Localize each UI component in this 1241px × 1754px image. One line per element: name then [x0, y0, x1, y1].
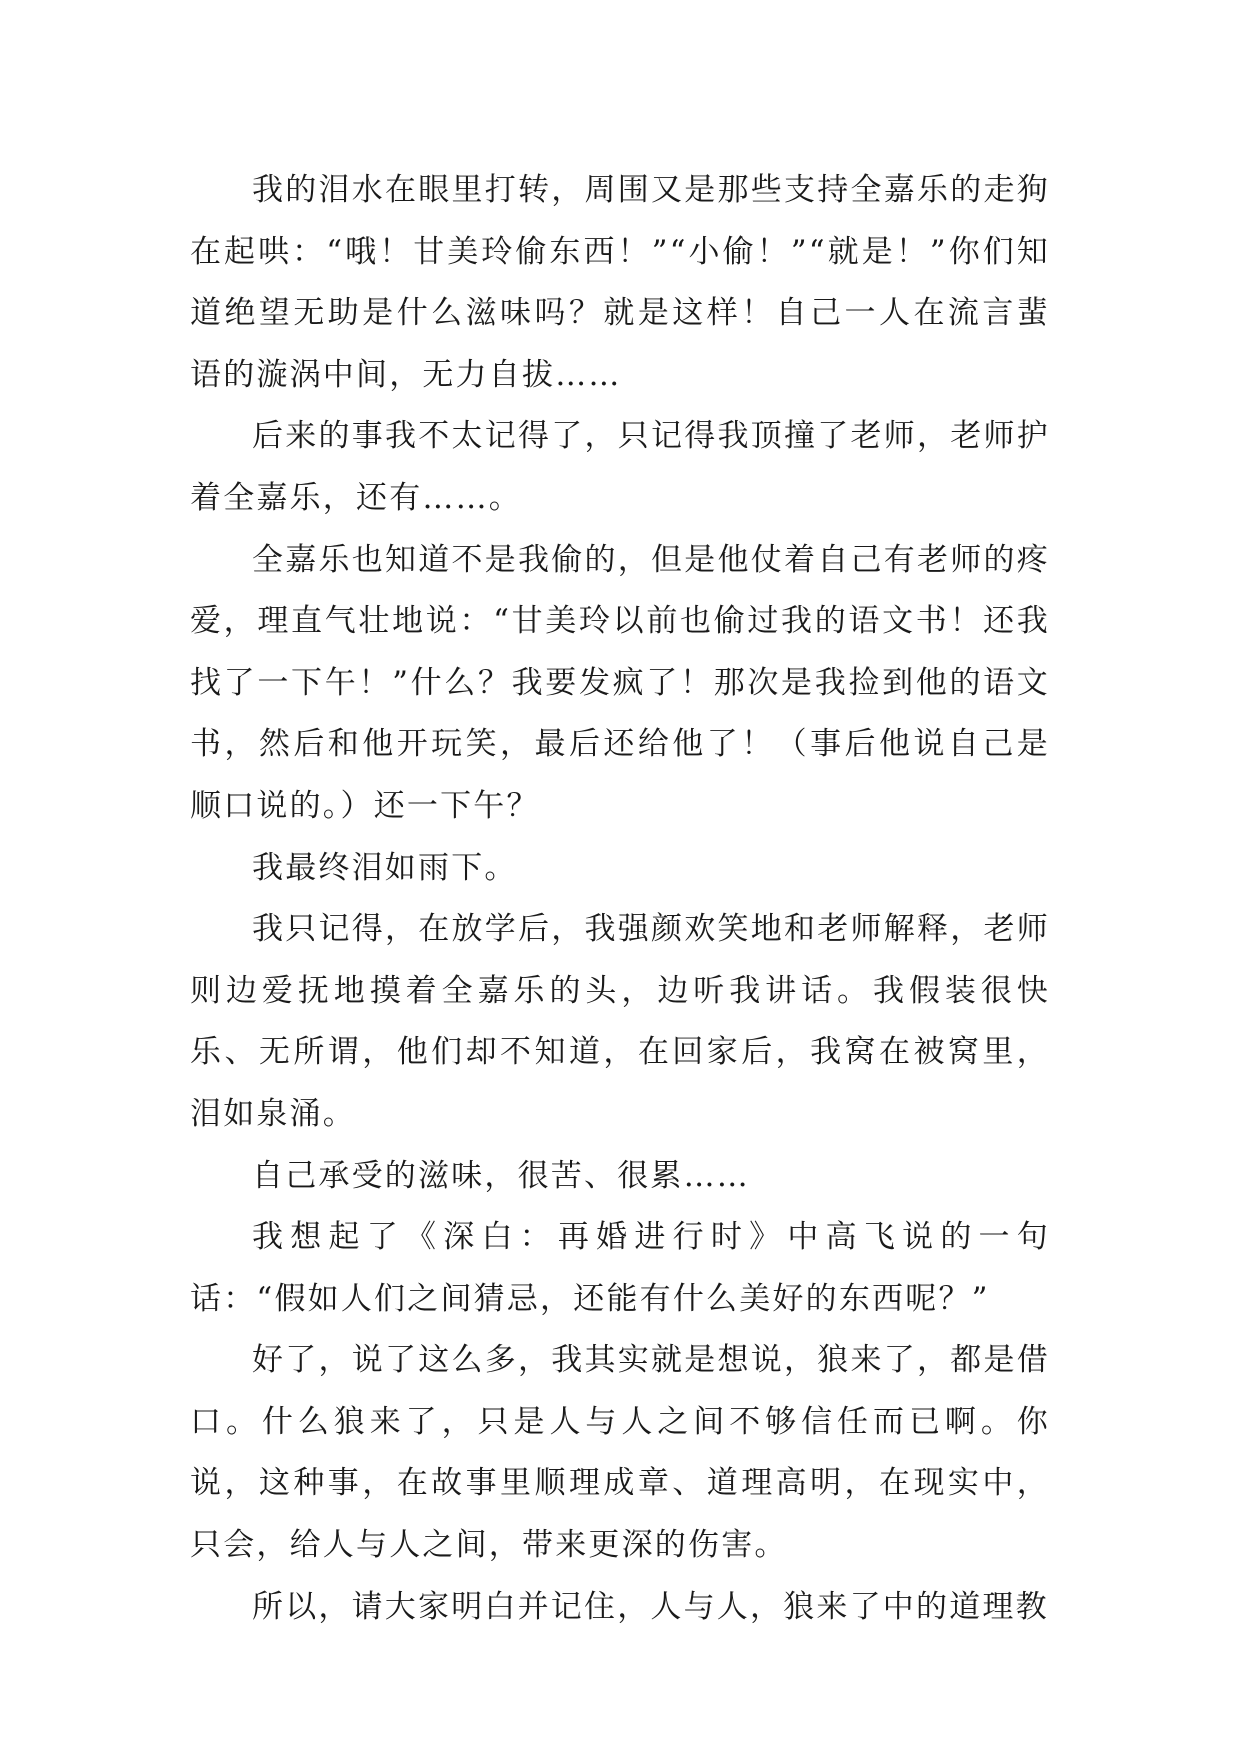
paragraph-8: 好了，说了这么多，我其实就是想说，狼来了，都是借口。什么狼来了，只是人与人之间不够信任而已啊。你说，这种事，在故事里顺理成章、道理高明，在现实中，只会，给人与人之间，带来更深的伤害。	[190, 1342, 1050, 1564]
paragraph-7: 我想起了《深白：再婚进行时》中高飞说的一句话：“假如人们之间猜忌，还能有什么美好的东西呢？”	[190, 1219, 1050, 1317]
paragraph-9: 所以，请大家明白并记住，人与人，狼来了中的道理教	[252, 1588, 1049, 1625]
paragraph-1: 我的泪水在眼里打转，周围又是那些支持全嘉乐的走狗在起哄：“哦！甘美玲偷东西！”“小偷！”“就是！”你们知道绝望无助是什么滋味吗？就是这样！自己一人在流言蜚语的漩涡中间，无力自拔……	[190, 172, 1050, 393]
paragraph-2: 后来的事我不太记得了，只记得我顶撞了老师，老师护着全嘉乐，还有……。	[190, 418, 1050, 516]
paragraph-6: 自己承受的滋味，很苦、很累……	[252, 1157, 750, 1194]
paragraph-4: 我最终泪如雨下。	[252, 849, 518, 886]
paragraph-3: 全嘉乐也知道不是我偷的，但是他仗着自己有老师的疼爱，理直气壮地说：“甘美玲以前也偷过我的语文书！还我找了一下午！”什么？我要发疯了！那次是我捡到他的语文书，然后和他开玩笑，最后还给他了！（事后他说自己是顺口说的。）还一下午？	[190, 541, 1050, 824]
paragraph-5: 我只记得，在放学后，我强颜欢笑地和老师解释，老师则边爱抚地摸着全嘉乐的头，边听我讲话。我假装很快乐、无所谓，他们却不知道，在回家后，我窝在被窝里，泪如泉涌。	[190, 911, 1050, 1132]
document-page	[190, 160, 1050, 1638]
